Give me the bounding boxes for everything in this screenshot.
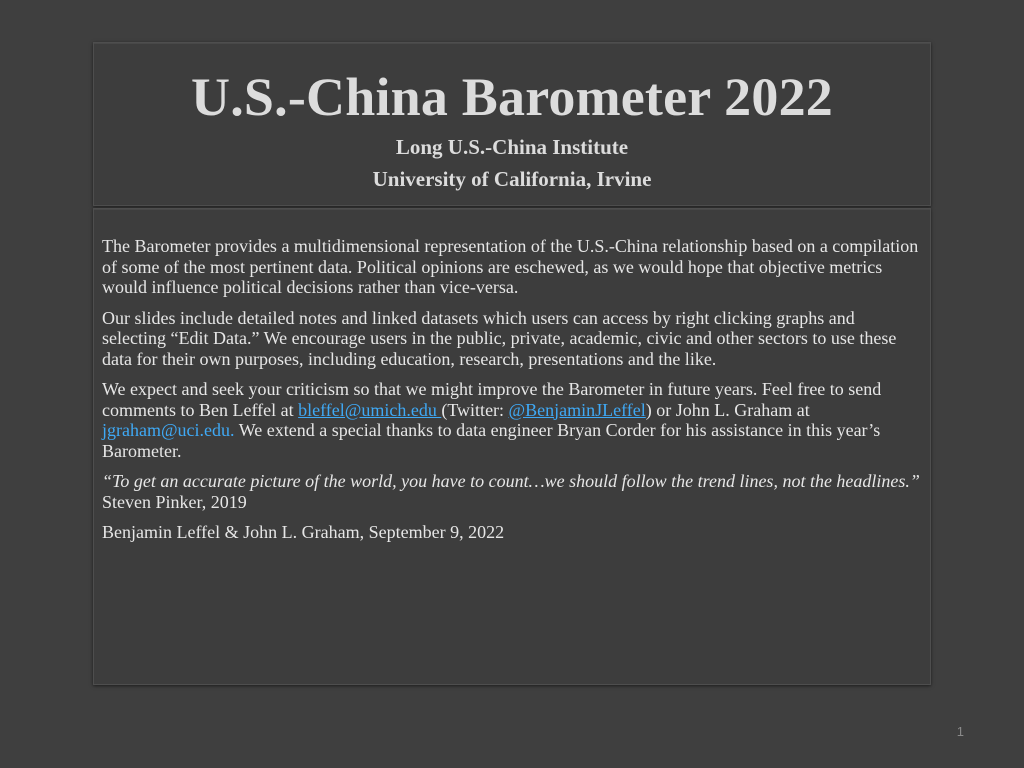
feedback-text-3: ) or John L. Graham at — [645, 399, 810, 420]
title-box — [93, 42, 931, 206]
institute-subtitle: Long U.S.-China Institute — [395, 135, 629, 159]
university-subtitle: University of California, Irvine — [372, 167, 652, 191]
feedback-paragraph — [102, 379, 922, 461]
pinker-quote: “To get an accurate picture of the world, you have to count…we should follow the trend lines, not the headlines.” — [102, 471, 920, 491]
page-number: 1 — [956, 724, 964, 739]
body-box — [93, 208, 931, 685]
quote-attribution: Steven Pinker, 2019 — [102, 491, 247, 512]
email-link-graham[interactable]: jgraham@uci.edu. — [102, 420, 235, 440]
signature-line: Benjamin Leffel & John L. Graham, September 9, 2022 — [102, 522, 505, 542]
datasets-paragraph: Our slides include detailed notes and linked datasets which users can access by right clicking graphs and selecting “Edit Data.” We encourage users in the public, private, academic, civic and other sectors to use these data for their own purposes, including education, research, presentations and the like. — [102, 307, 897, 369]
feedback-text-4: We extend a special thanks to data engineer Bryan Corder for his assistance in this year’s Barometer. — [102, 420, 881, 461]
email-link-leffel[interactable]: bleffel@umich.edu — [298, 399, 442, 420]
feedback-text-2: (Twitter: — [441, 399, 509, 420]
quote-paragraph — [102, 471, 922, 512]
intro-paragraph: The Barometer provides a multidimensional representation of the U.S.-China relationship based on a compilation of some of the most pertinent data. Political opinions are eschewed, as we would hope that objective metrics would influence political decisions rather than vice-versa. — [102, 236, 919, 297]
slide-title: U.S.-China Barometer 2022 — [191, 67, 833, 127]
twitter-link[interactable]: @BenjaminJLeffel — [508, 399, 646, 420]
feedback-text-1: We expect and seek your criticism so that we might improve the Barometer in future years. Feel free to send comments to Ben Leffel at — [102, 379, 882, 420]
